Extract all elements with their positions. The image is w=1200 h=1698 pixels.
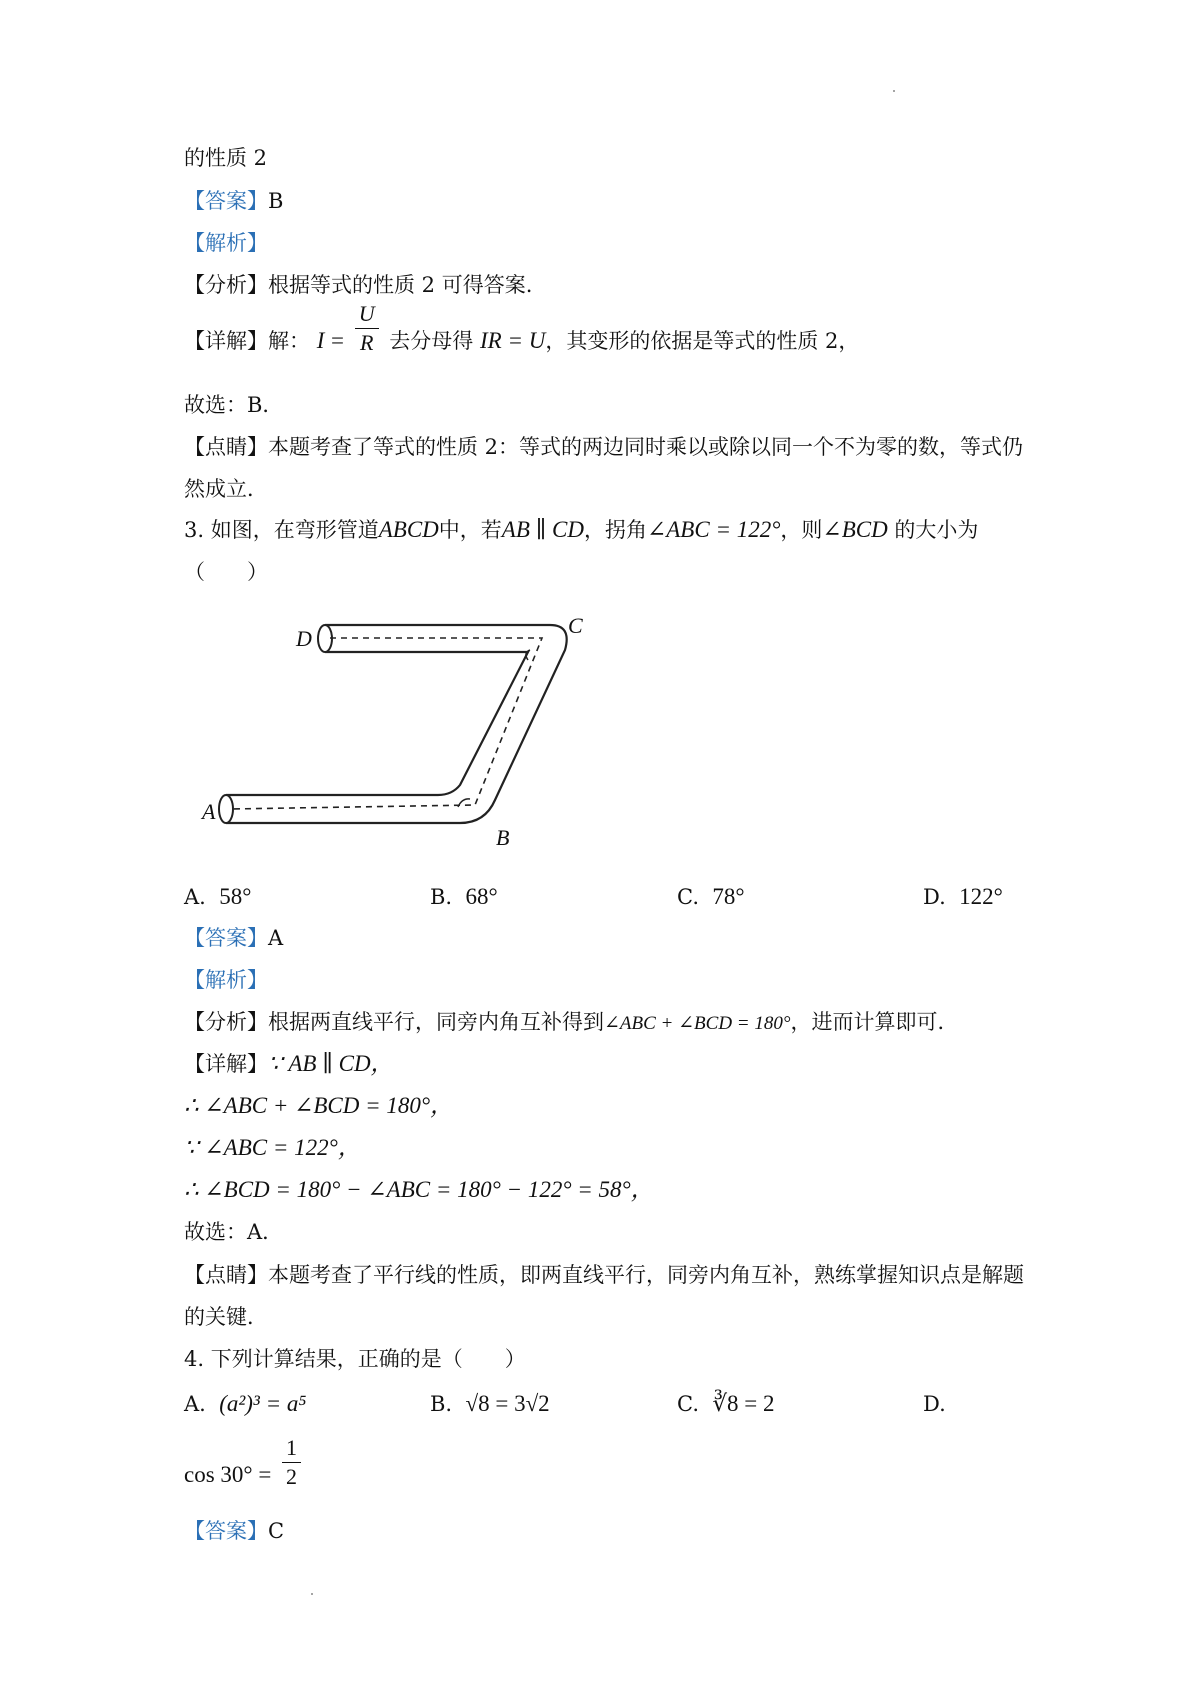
q3-option-a: A. 58° <box>184 884 252 909</box>
fraction-u-over-r: $\frac{U}{R}$ <box>355 300 379 357</box>
pipe-inner-edge <box>226 652 528 795</box>
q4-option-b: B. √8 = 3√2 <box>430 1391 550 1416</box>
q3-point: 【点睛】本题考查了平行线的性质，即两直线平行，同旁内角互补，熟练掌握知识点是解题 <box>184 1263 1024 1287</box>
q2-choose: 故选：B． <box>184 393 284 417</box>
pipe-end-d <box>318 625 332 652</box>
q4-answer: 【答案】C <box>184 1519 285 1543</box>
q4-stem: 4. 下列计算结果，正确的是（ ） <box>184 1347 526 1371</box>
pipe-figure <box>190 605 610 855</box>
label-c: C <box>568 613 583 638</box>
q2-detail: 【详解】解： I = $\frac{U}{R}$ 去分母得 IR = U，其变形的依据是等式的性质 2， <box>184 301 860 355</box>
pipe-centerline <box>230 638 542 809</box>
q3-step-4: ∴ ∠BCD = 180° − ∠ABC = 180° − 122° = 58°， <box>184 1177 654 1202</box>
q3-option-b: B. 68° <box>430 884 498 909</box>
q3-step-3: ∵ ∠ABC = 122°， <box>184 1135 361 1160</box>
q3-option-d: D. 122° <box>923 884 1003 909</box>
q2-point: 【点睛】本题考查了等式的性质 2：等式的两边同时乘以或除以同一个不为零的数，等式仍 <box>184 435 1024 459</box>
q3-detail-1: 【详解】∵ AB ∥ CD， <box>184 1051 394 1076</box>
q3-paren: （ ） <box>184 560 268 584</box>
q2-point-cont: 然成立． <box>184 477 268 501</box>
q3-choose: 故选：A． <box>184 1220 284 1244</box>
pipe-end-a <box>219 795 233 823</box>
q4-option-c: C. ∛8 = 2 <box>677 1391 775 1416</box>
q3-stem: 3. 如图，在弯形管道ABCD中，若AB ∥ CD，拐角∠ABC = 122°，则∠BCD 的大小为 <box>184 517 979 542</box>
label-d: D <box>296 626 312 651</box>
scan-dot-top <box>893 90 895 92</box>
q3-point-cont: 的关键． <box>184 1305 268 1329</box>
q3-option-c: C. 78° <box>677 884 745 909</box>
q3-fenxi: 【分析】根据两直线平行，同旁内角互补得到∠ABC + ∠BCD = 180°，进而计算即可． <box>184 1010 959 1034</box>
q2-fenxi: 【分析】根据等式的性质 2 可得答案. <box>184 273 533 297</box>
q3-step-2: ∴ ∠ABC + ∠BCD = 180°， <box>184 1093 454 1118</box>
q2-answer: 【答案】B <box>184 189 284 213</box>
q4-option-d-formula: cos 30° = $\frac{1}{2}$ <box>184 1460 305 1491</box>
label-a: A <box>202 799 216 824</box>
fraction-one-half: $\frac{1}{2}$ <box>282 1434 301 1491</box>
pipe-outer-edge <box>226 625 567 823</box>
q2-analysis-tag: 【解析】 <box>184 231 268 255</box>
scan-dot-bottom <box>311 1593 313 1595</box>
q3-analysis-tag: 【解析】 <box>184 968 268 992</box>
q2-continuation: 的性质 2 <box>184 146 268 170</box>
q4-option-a: A. (a²)³ = a⁵ <box>184 1391 307 1416</box>
q4-option-d: D. <box>923 1392 946 1416</box>
q3-answer: 【答案】A <box>184 926 284 950</box>
label-b: B <box>496 825 510 850</box>
